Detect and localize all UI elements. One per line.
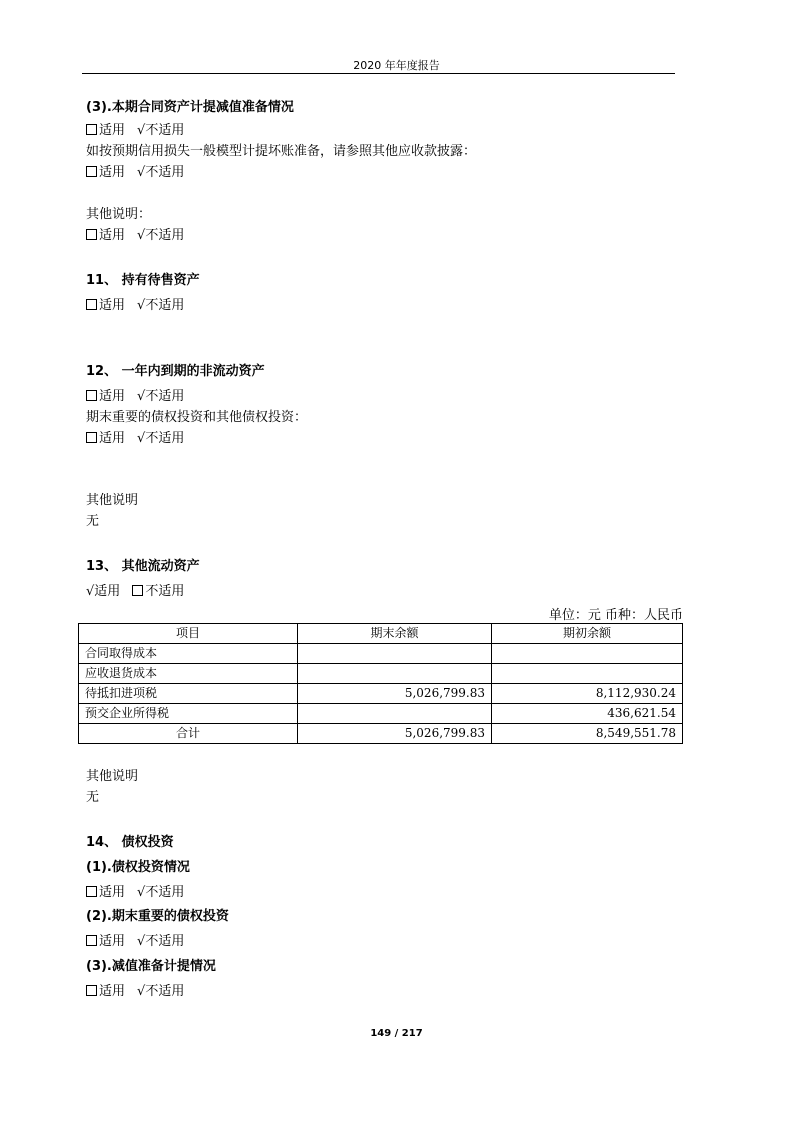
opening-balance-cell [492,644,683,664]
section-14-sub1-heading: (1).债权投资情况 [86,860,190,875]
row-label: 合同取得成本 [79,644,298,664]
option-not-applicable-label: 不适用 [145,298,185,313]
option-applicable-label: 适用 [99,984,126,999]
option-row [86,298,184,314]
option-row [86,228,184,244]
section-13-none: 无 [86,790,100,805]
table-row [79,684,683,704]
section-12-note: 期末重要的债权投资和其他债权投资： [86,410,308,425]
row-label: 预交企业所得税 [79,704,298,724]
column-header: 期初余额 [492,624,683,644]
section-14-heading: 14、 债权投资 [86,835,174,850]
opening-balance-cell: 8,112,930.24 [492,684,683,704]
option-applicable-label: 适用 [99,885,126,900]
option-applicable-label: 适用 [99,934,126,949]
option-row [86,165,184,181]
option-not-applicable-label: 不适用 [145,934,185,949]
ending-balance-cell [298,644,492,664]
checkmark-icon: √ [137,984,146,999]
option-row [86,584,184,600]
section-13-other-label: 其他说明 [86,769,139,784]
option-applicable-label: 适用 [99,298,126,313]
section-3-note: 如按预期信用损失一般模型计提坏账准备，请参照其他应收款披露： [86,144,477,159]
checkbox-empty-icon [86,166,97,177]
column-header: 项目 [79,624,298,644]
checkmark-icon: √ [137,431,146,446]
opening-balance-cell: 8,549,551.78 [492,724,683,744]
row-label: 合计 [79,724,298,744]
row-label: 应收退货成本 [79,664,298,684]
table-header-row [79,624,683,644]
checkbox-empty-icon [132,585,143,596]
section-3-heading: (3).本期合同资产计提减值准备情况 [86,100,294,115]
option-applicable-label: 适用 [99,165,126,180]
row-label: 待抵扣进项税 [79,684,298,704]
ending-balance-cell: 5,026,799.83 [298,684,492,704]
other-current-assets-table [78,623,683,744]
section-14-sub2-heading: (2).期末重要的债权投资 [86,909,229,924]
page-header-title: 2020 年年度报告 [353,59,440,72]
section-3-other-label: 其他说明： [86,207,152,222]
checkbox-empty-icon [86,390,97,401]
checkmark-icon: √ [137,885,146,900]
checkmark-icon: √ [137,228,146,243]
option-applicable-label: 适用 [99,228,126,243]
option-row [86,984,184,1000]
header-divider [82,73,675,74]
option-not-applicable-label: 不适用 [145,165,185,180]
option-row [86,934,184,950]
table-total-row [79,724,683,744]
ending-balance-cell [298,664,492,684]
page-number: 149 / 217 [370,1028,423,1039]
checkbox-empty-icon [86,985,97,996]
column-header: 期末余额 [298,624,492,644]
option-not-applicable-label: 不适用 [145,584,185,599]
checkbox-empty-icon [86,299,97,310]
checkmark-icon: √ [137,298,146,313]
checkmark-icon: √ [86,584,95,599]
table-row [79,664,683,684]
checkmark-icon: √ [137,165,146,180]
checkmark-icon: √ [137,934,146,949]
table-row [79,644,683,664]
option-applicable-label: 适用 [94,584,121,599]
section-12-other-label: 其他说明 [86,493,139,508]
option-not-applicable-label: 不适用 [145,885,185,900]
checkbox-empty-icon [86,886,97,897]
ending-balance-cell [298,704,492,724]
section-13-heading: 13、 其他流动资产 [86,559,200,574]
option-applicable-label: 适用 [99,389,126,404]
section-12-heading: 12、 一年内到期的非流动资产 [86,364,265,379]
option-not-applicable-label: 不适用 [145,431,185,446]
checkbox-empty-icon [86,432,97,443]
option-applicable-label: 适用 [99,123,126,138]
opening-balance-cell [492,664,683,684]
option-row [86,885,184,901]
option-not-applicable-label: 不适用 [145,123,185,138]
checkbox-empty-icon [86,229,97,240]
option-not-applicable-label: 不适用 [145,389,185,404]
option-not-applicable-label: 不适用 [145,984,185,999]
option-row [86,123,184,139]
section-14-sub3-heading: (3).减值准备计提情况 [86,959,216,974]
option-row [86,431,184,447]
ending-balance-cell: 5,026,799.83 [298,724,492,744]
checkbox-empty-icon [86,124,97,135]
opening-balance-cell: 436,621.54 [492,704,683,724]
checkbox-empty-icon [86,935,97,946]
option-applicable-label: 适用 [99,431,126,446]
option-row [86,389,184,405]
section-12-none: 无 [86,514,100,529]
checkmark-icon: √ [137,123,146,138]
unit-currency-label: 单位：元 币种：人民币 [548,608,683,623]
option-not-applicable-label: 不适用 [145,228,185,243]
section-11-heading: 11、 持有待售资产 [86,273,200,288]
checkmark-icon: √ [137,389,146,404]
table-row [79,704,683,724]
